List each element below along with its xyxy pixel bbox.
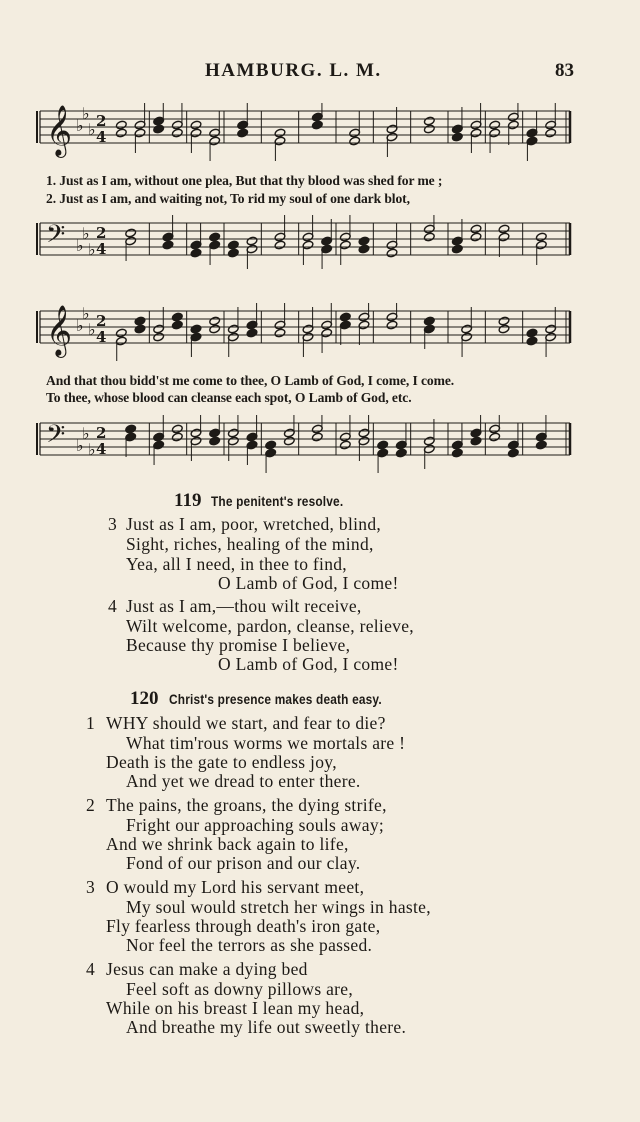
- verse-line: Nor feel the terrors as she passed.: [126, 935, 373, 955]
- music-system-2-treble: [36, 303, 576, 365]
- svg-text:♭: ♭: [76, 436, 84, 455]
- svg-text:♭: ♭: [76, 116, 84, 135]
- verse-line: And yet we dread to enter there.: [126, 771, 361, 791]
- svg-text:4: 4: [96, 240, 107, 258]
- svg-text:𝄞: 𝄞: [46, 105, 73, 156]
- verse-line: Wilt welcome, pardon, cleanse, relieve,: [126, 616, 414, 636]
- verse-line: O would my Lord his servant meet,: [106, 877, 365, 897]
- svg-text:♭: ♭: [88, 240, 96, 259]
- svg-text:2: 2: [96, 112, 107, 130]
- svg-text:♭: ♭: [76, 236, 84, 255]
- bass-staff: [36, 415, 576, 487]
- treble-staff: [36, 103, 576, 165]
- svg-text:♭: ♭: [88, 320, 96, 339]
- svg-text:♭: ♭: [88, 120, 96, 139]
- hymn-subject: The penitent's resolve.: [211, 494, 344, 509]
- verse-line: Fond of our prison and our clay.: [126, 853, 361, 873]
- stanza-number: 3: [86, 877, 96, 897]
- lyric-line: 2. Just as I am, and waiting not, To rid my soul of one dark blot,: [46, 191, 410, 206]
- stanza-number: 1: [86, 713, 96, 733]
- tune-title: HAMBURG. L. M.: [205, 60, 382, 81]
- svg-text:♭: ♭: [82, 224, 90, 243]
- hymn-heading: [174, 490, 362, 512]
- svg-text:♭: ♭: [76, 316, 84, 335]
- verse-line: Jesus can make a dying bed: [106, 959, 308, 979]
- verse-line: Sight, riches, healing of the mind,: [126, 534, 374, 554]
- verse-line: My soul would stretch her wings in haste,: [126, 897, 431, 917]
- verse-line: Fly fearless through death's iron gate,: [106, 916, 381, 936]
- treble-staff: [36, 303, 576, 365]
- svg-text:♭: ♭: [82, 304, 90, 323]
- svg-text:2: 2: [96, 312, 107, 330]
- svg-text:♭: ♭: [82, 104, 90, 123]
- hymn-subject: Christ's presence makes death easy.: [168, 692, 382, 707]
- svg-text:𝄞: 𝄞: [46, 305, 73, 356]
- stanza-number: 4: [108, 596, 118, 616]
- verse-line: And breathe my life out sweetly there.: [126, 1017, 407, 1037]
- verse-line: Because thy promise I believe,: [126, 635, 351, 655]
- verse-line: Feel soft as downy pillows are,: [126, 979, 354, 999]
- stanza-number: 2: [86, 795, 96, 815]
- hymn-heading: [130, 688, 410, 710]
- svg-text:♭: ♭: [88, 440, 96, 459]
- hymn-number: 119: [174, 490, 202, 511]
- stanza-number: 3: [108, 514, 118, 534]
- music-system-2-bass: [36, 415, 576, 487]
- verse-line: The pains, the groans, the dying strife,: [106, 795, 387, 815]
- svg-text:2: 2: [96, 224, 107, 242]
- verse-line: WHY should we start, and fear to die?: [106, 713, 386, 733]
- lyric-line: And that thou bidd'st me come to thee, O Lamb of God, I come, I come.: [46, 373, 455, 388]
- svg-text:4: 4: [96, 440, 107, 458]
- verse-line: Yea, all I need, in thee to find,: [126, 554, 347, 574]
- verse-line: Just as I am, poor, wretched, blind,: [126, 514, 382, 534]
- hymn-number: 120: [130, 688, 159, 709]
- page-number: 83: [555, 60, 574, 81]
- music-system-1-treble: [36, 103, 576, 165]
- verse-line: What tim'rous worms we mortals are !: [126, 733, 406, 753]
- verse-line: And we shrink back again to life,: [106, 834, 349, 854]
- svg-text:𝄢: 𝄢: [46, 420, 66, 455]
- svg-text:𝄢: 𝄢: [46, 220, 66, 255]
- verse-line: Just as I am,—thou wilt receive,: [126, 596, 362, 616]
- music-system-1-bass: [36, 215, 576, 277]
- verse-line: O Lamb of God, I come!: [218, 573, 399, 593]
- lyric-line: 1. Just as I am, without one plea, But that thy blood was shed for me ;: [46, 173, 443, 188]
- stanza-number: 4: [86, 959, 96, 979]
- verse-line: Fright our approaching souls away;: [126, 815, 385, 835]
- verse-line: O Lamb of God, I come!: [218, 654, 399, 674]
- svg-text:4: 4: [96, 128, 107, 146]
- page-header: [0, 58, 640, 88]
- lyric-line: To thee, whose blood can cleanse each spot, O Lamb of God, etc.: [46, 390, 412, 405]
- verse-line: Death is the gate to endless joy,: [106, 752, 337, 772]
- svg-text:♭: ♭: [82, 424, 90, 443]
- verse-line: While on his breast I lean my head,: [106, 998, 365, 1018]
- svg-text:4: 4: [96, 328, 107, 346]
- svg-text:2: 2: [96, 424, 107, 442]
- bass-staff: [36, 215, 576, 277]
